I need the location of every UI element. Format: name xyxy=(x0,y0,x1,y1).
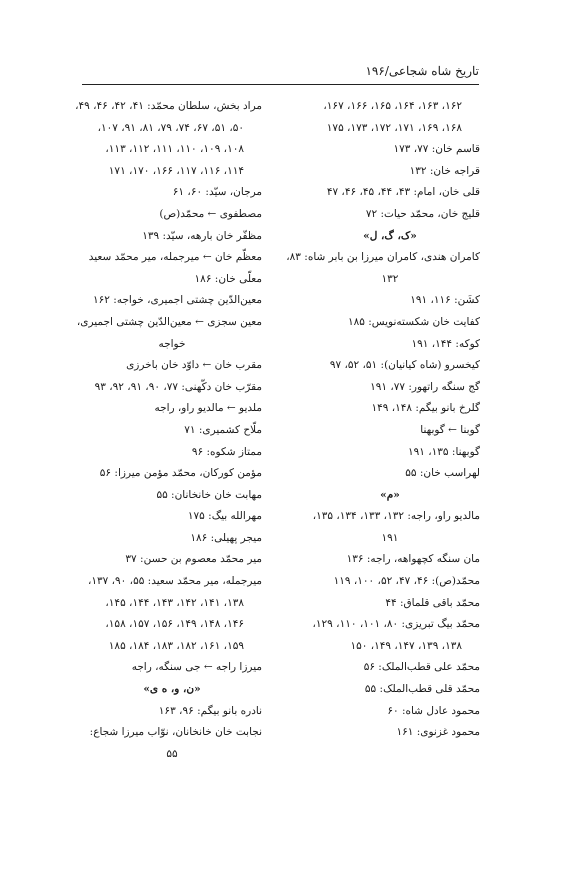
index-entry-line: مالدیو راو، راجه: ۱۳۲، ۱۳۳، ۱۳۴، ۱۳۵، xyxy=(312,510,480,523)
index-entry-line: معظّم خان ← میرجمله، میر محمّد سعید xyxy=(88,251,262,264)
index-entry-line: کامران هندی، کامران میرزا بن بابر شاه: ۸۳، xyxy=(286,251,480,264)
index-entry-line: گوبنا ← گوبهنا xyxy=(420,423,480,436)
index-entry-line: نادره بانو بیگم: ۹۶، ۱۶۳ xyxy=(158,704,262,717)
index-entry-line: ممتاز شکوه: ۹۶ xyxy=(191,445,262,458)
index-column-right xyxy=(286,96,480,744)
index-entry-line: گوبهنا: ۱۳۵، ۱۹۱ xyxy=(407,445,480,458)
index-entry-line: میرجمله، میر محمّد سعید: ۵۵، ۹۰، ۱۳۷، xyxy=(88,575,262,588)
running-header xyxy=(82,62,479,80)
index-entry-line: میجر پهیلی: ۱۸۶ xyxy=(190,531,262,544)
index-entry-line: قراجه خان: ۱۳۲ xyxy=(409,164,480,177)
index-entry-line: ۱۴۶، ۱۴۸، ۱۴۹، ۱۵۶، ۱۵۷، ۱۵۸، xyxy=(105,618,244,631)
index-entry-line: ۱۶۲، ۱۶۳، ۱۶۴، ۱۶۵، ۱۶۶، ۱۶۷، xyxy=(323,100,462,112)
index-entry-line: میرزا راجه ← جی سنگه، راجه xyxy=(131,661,262,674)
index-entry-line: ۱۹۱ xyxy=(381,531,399,544)
index-entry-line: ۱۱۴، ۱۱۶، ۱۱۷، ۱۶۶، ۱۷۰، ۱۷۱ xyxy=(108,164,244,177)
index-entry-line: معین سجزی ← معین‌الدّین چشتی اجمیری، xyxy=(76,315,262,328)
index-entry-line: لهراسب خان: ۵۵ xyxy=(405,467,480,480)
index-entry-line: مراد بخش، سلطان محمّد: ۴۱، ۴۲، ۴۶، ۴۹، xyxy=(75,100,262,112)
index-entry-line: ۱۰۸، ۱۰۹، ۱۱۰، ۱۱۱، ۱۱۲، ۱۱۳، xyxy=(105,143,244,156)
index-entry-line: محمود غزنوی: ۱۶۱ xyxy=(396,726,480,739)
index-entry-line: کوکه: ۱۴۴، ۱۹۱ xyxy=(411,337,480,350)
index-entry-line: محمّد باقی قلماق: ۴۴ xyxy=(385,596,480,609)
index-entry-line: مصطفوی ← محمّد(ص) xyxy=(159,207,262,220)
index-entry-line: ۱۳۸، ۱۴۱، ۱۴۲، ۱۴۳، ۱۴۴، ۱۴۵، xyxy=(105,596,244,609)
index-entry-line: کفایت خان شکسته‌نویس: ۱۸۵ xyxy=(347,315,480,328)
index-entry-line: گلرخ بانو بیگم: ۱۴۸، ۱۴۹ xyxy=(371,402,480,415)
index-entry-line: مظفّر خان بارهه، سیّد: ۱۳۹ xyxy=(142,229,262,242)
index-entry-line: مهرالله بیگ: ۱۷۵ xyxy=(187,510,262,523)
index-entry-line: مقرب خان ← داوّد خان باخرزی xyxy=(126,359,262,372)
index-entry-line: معلّی خان: ۱۸۶ xyxy=(194,272,262,285)
index-entry-line: ۱۶۸، ۱۶۹، ۱۷۱، ۱۷۲، ۱۷۳، ۱۷۵ xyxy=(326,121,462,134)
header-title: تاریخ شاه شجاعی/۱۹۶ xyxy=(365,64,479,78)
index-entry-line: محمّد علی قطب‌الملک: ۵۶ xyxy=(363,661,480,674)
index-entry-line: نجابت خان خانخانان، نوّاب میرزا شجاع: xyxy=(89,726,262,739)
index-entry-line: قلی خان، امام: ۴۳، ۴۴، ۴۵، ۴۶، ۴۷ xyxy=(326,186,480,199)
index-entry-line: ۵۰، ۵۱، ۶۷، ۷۴، ۷۹، ۸۱، ۹۱، ۱۰۷، xyxy=(97,121,244,134)
index-entry-line: ملدیو ← مالدیو راو، راجه xyxy=(154,402,262,415)
index-entry-line: معین‌الدّین چشتی اجمیری، خواجه: ۱۶۲ xyxy=(93,294,262,307)
index-entry-line: قلیج خان، محمّد حیات: ۷۲ xyxy=(365,207,480,220)
index-entry-line: محمود عادل شاه: ۶۰ xyxy=(387,704,480,717)
header-rule xyxy=(82,84,479,85)
index-entry-line: مؤمن کورکان، محمّد مؤمن میرزا: ۵۶ xyxy=(99,467,262,480)
index-section-heading: «ک، گ، ل» xyxy=(363,229,417,242)
index-entry-line: ۵۵ xyxy=(166,747,178,760)
index-entry-line: ۱۳۸، ۱۳۹، ۱۴۷، ۱۴۹، ۱۵۰ xyxy=(350,639,462,652)
index-entry-line: ملّاح کشمیری: ۷۱ xyxy=(184,423,262,436)
index-column-left xyxy=(75,96,262,765)
index-entry-line: گج سنگه راتهور: ۷۷، ۱۹۱ xyxy=(370,380,480,393)
index-entry-line: مقرّب خان دکّهنی: ۷۷، ۹۰، ۹۱، ۹۲، ۹۳ xyxy=(94,380,262,393)
index-entry-line: مهابت خان خانخانان: ۵۵ xyxy=(156,488,262,501)
index-entry-line: مرجان، سیّد: ۶۰، ۶۱ xyxy=(172,186,262,199)
index-section-heading: «م» xyxy=(380,488,400,501)
index-entry-line: کیخسرو (شاه کیانیان): ۵۱، ۵۲، ۹۷ xyxy=(329,359,480,372)
index-entry-line: مان سنگه کچهواهه، راجه: ۱۳۶ xyxy=(346,553,480,566)
index-entry-line: قاسم خان: ۷۷، ۱۷۳ xyxy=(393,143,480,156)
index-entry-line: میر محمّد معصوم بن حسن: ۳۷ xyxy=(125,553,262,566)
index-entry-line: خواجه xyxy=(158,337,186,350)
index-entry-line: ۱۳۲ xyxy=(381,272,399,285)
index-entry-line: کشَن: ۱۱۶، ۱۹۱ xyxy=(410,294,480,307)
index-entry-line: محمّد(ص): ۴۶، ۴۷، ۵۲، ۱۰۰، ۱۱۹ xyxy=(333,575,480,588)
index-entry-line: محمّد قلی قطب‌الملک: ۵۵ xyxy=(364,683,480,696)
index-section-heading: «ن، و، ه ی» xyxy=(143,683,201,696)
index-entry-line: محمّد بیگ تبریزی: ۸۰، ۱۰۱، ۱۱۰، ۱۲۹، xyxy=(312,618,480,631)
index-entry-line: ۱۵۹، ۱۶۱، ۱۸۲، ۱۸۳، ۱۸۴، ۱۸۵ xyxy=(108,639,244,652)
